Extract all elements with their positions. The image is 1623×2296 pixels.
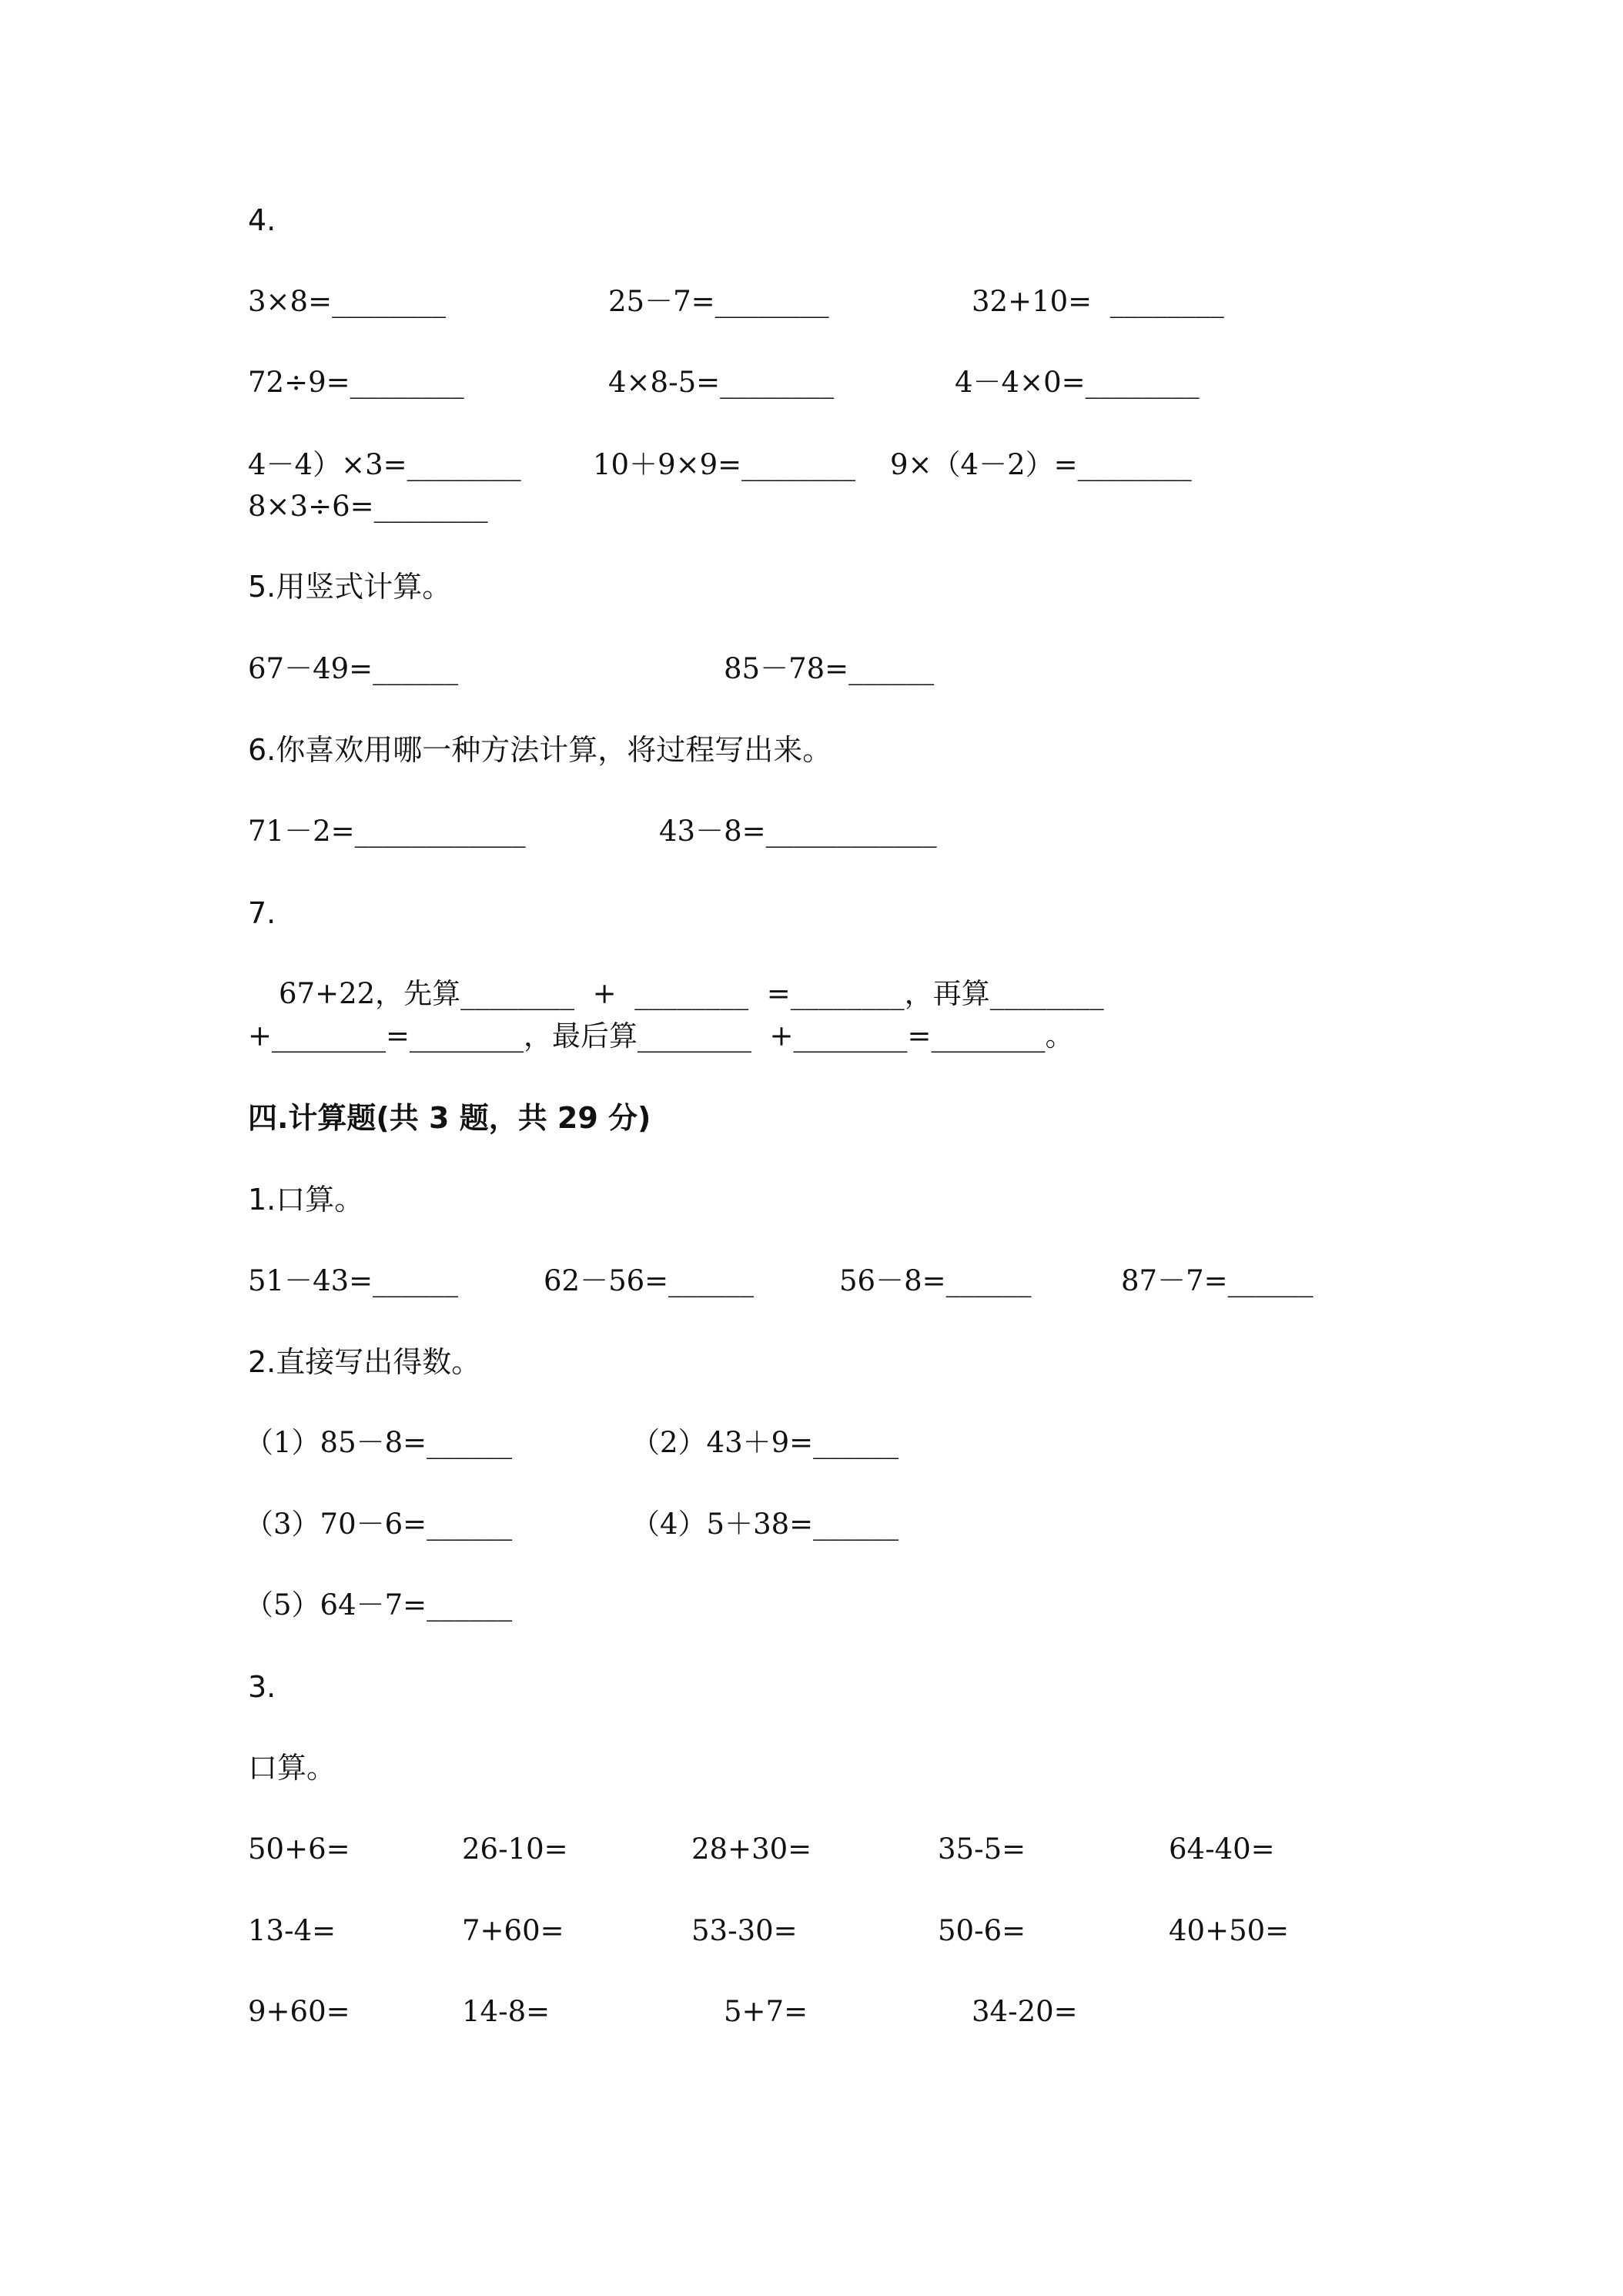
s3-item: 26-10= [462,1832,568,1866]
s3-item: 40+50= [1169,1914,1290,1947]
s2-item: （2）43＋9=______ [631,1426,899,1459]
q4-item: 9×（4－2）=________ [890,448,1192,481]
q7-line: +________=________，最后算________ +________=________。 [248,1019,1074,1053]
s2-item: （5）64－7=______ [245,1588,513,1622]
q6-item: 71－2=____________ [248,815,526,848]
s1-label: 1.口算。 [248,1183,364,1217]
s2-label: 2.直接写出得数。 [248,1345,481,1379]
q7-line: 67+22，先算________ + ________ =________，再算________ [279,977,1104,1010]
s1-item: 87－7=______ [1121,1264,1313,1297]
q4-item: 4－4×0=________ [955,366,1200,399]
s2-item: （1）85－8=______ [245,1426,513,1459]
s3-item: 53-30= [691,1914,798,1947]
s3-sublabel: 口算。 [248,1751,336,1785]
q5-label: 5.用竖式计算。 [248,570,452,604]
q4-item: 72÷9=________ [248,366,464,399]
q4-item: 8×3÷6=________ [248,490,488,523]
s3-item: 5+7= [724,1995,808,2028]
q6-label: 6.你喜欢用哪一种方法计算，将过程写出来。 [248,733,832,767]
s3-item: 7+60= [462,1914,564,1947]
s1-item: 51－43=______ [248,1264,459,1297]
section-title: 四.计算题(共 3 题，共 29 分) [248,1101,651,1135]
s3-item: 28+30= [691,1832,812,1866]
q4-item: 3×8=________ [248,285,447,318]
s3-item: 9+60= [248,1995,350,2028]
s3-item: 13-4= [248,1914,336,1947]
s3-item: 50-6= [938,1914,1026,1947]
s3-item: 50+6= [248,1832,350,1866]
s1-item: 56－8=______ [839,1264,1032,1297]
s3-item: 64-40= [1169,1832,1275,1866]
q4-item: 32+10= ________ [972,285,1224,318]
s1-item: 62－56=______ [544,1264,755,1297]
q5-item: 67－49=______ [248,652,459,685]
q6-item: 43－8=____________ [659,815,937,848]
q4-label: 4. [248,203,276,237]
s3-item: 14-8= [462,1995,550,2028]
q4-item: 25－7=________ [608,285,829,318]
s3-item: 35-5= [938,1832,1026,1866]
q5-item: 85－78=______ [724,652,935,685]
s2-item: （4）5＋38=______ [631,1508,899,1541]
s3-item: 34-20= [972,1995,1078,2028]
q7-label: 7. [248,896,276,930]
s2-item: （3）70－6=______ [245,1508,513,1541]
s3-label: 3. [248,1670,276,1704]
q4-item: 10＋9×9=________ [593,448,856,481]
q4-item: 4－4）×3=________ [248,448,521,481]
q4-item: 4×8-5=________ [608,366,835,399]
